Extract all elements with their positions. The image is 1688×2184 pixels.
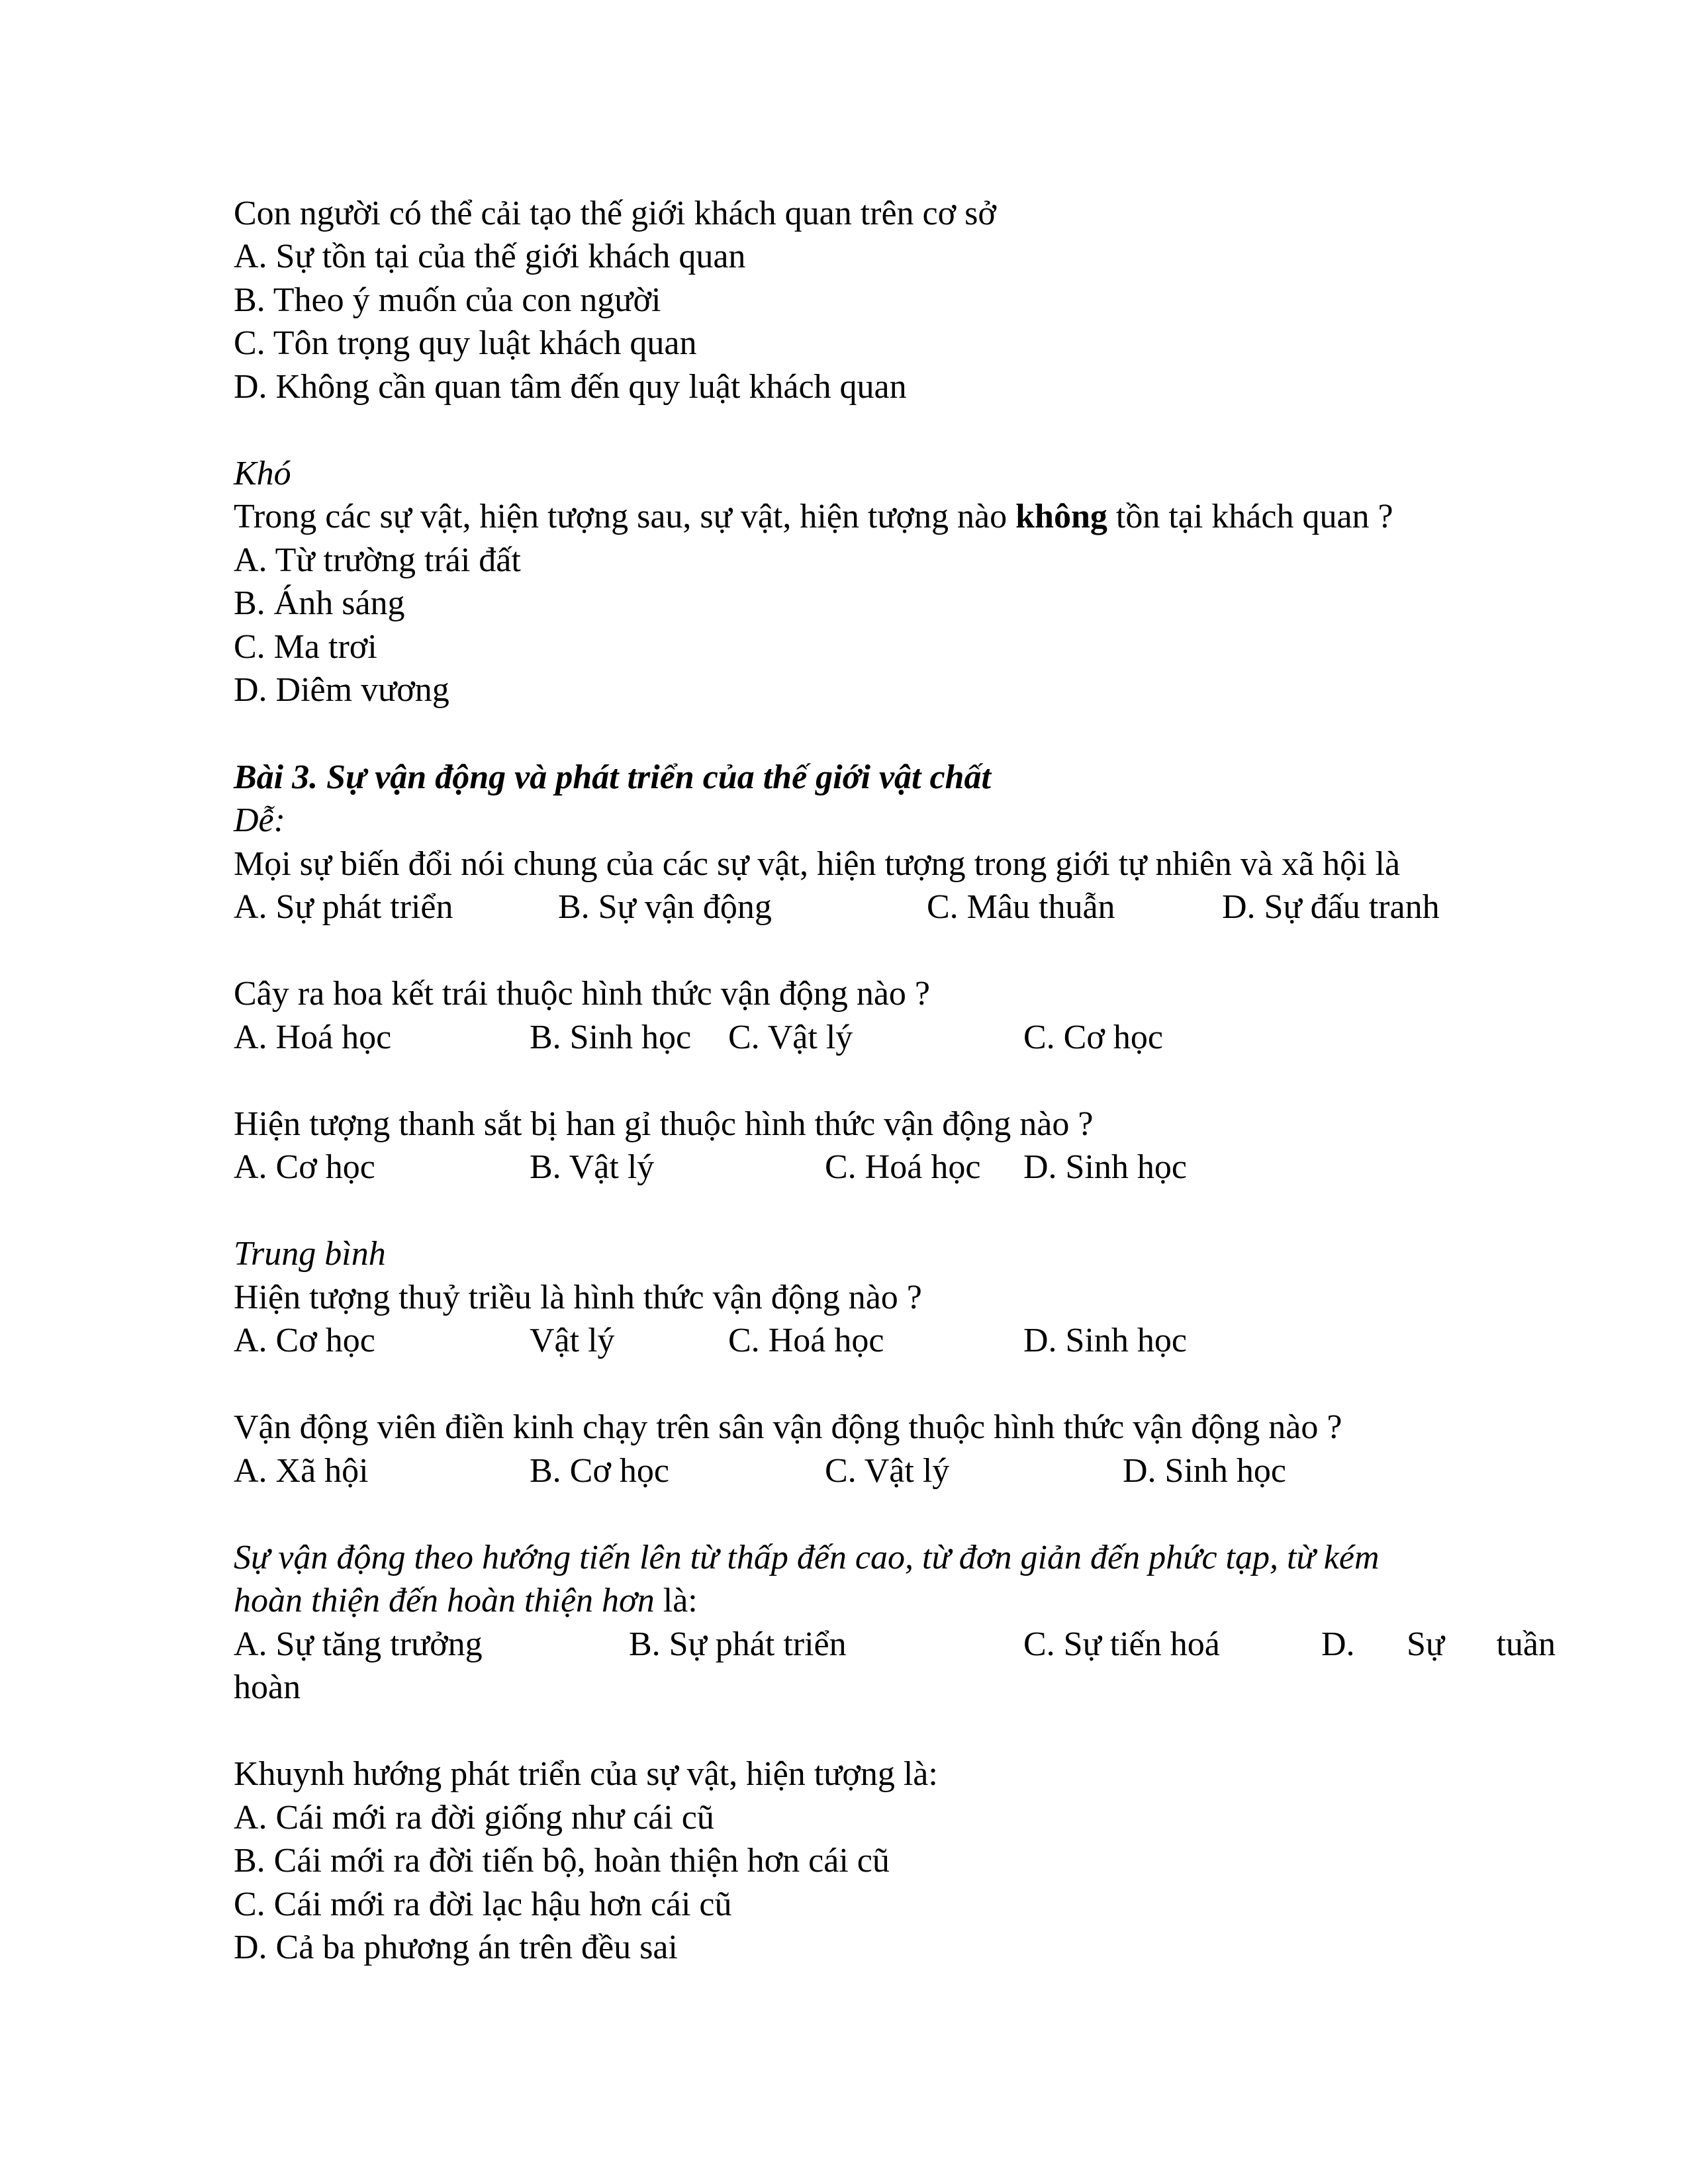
q9-question: Khuynh hướng phát triển của sự vật, hiện tượng là: <box>234 1755 938 1793</box>
q7-option-d: D. Sinh học <box>1123 1452 1286 1490</box>
q4-option-a: A. Hoá học <box>234 1019 392 1056</box>
q7-question: Vận động viên điền kinh chạy trên sân vận động thuộc hình thức vận động nào ? <box>234 1408 1342 1446</box>
q6-option-b: Vật lý <box>530 1322 615 1359</box>
q3-option-c: C. Mâu thuẫn <box>927 888 1115 926</box>
q1-option-d: D. Không cần quan tâm đến quy luật khách quan <box>234 368 907 406</box>
q9-option-d: D. Cả ba phương án trên đều sai <box>234 1929 678 1966</box>
q7-option-a: A. Xã hội <box>234 1452 369 1490</box>
q1-question: Con người có thể cải tạo thế giới khách quan trên cơ sở <box>234 195 996 232</box>
q8-question-line2: hoàn thiện đến hoàn thiện hơn là: <box>234 1582 698 1619</box>
q7-option-b: B. Cơ học <box>530 1452 669 1490</box>
lesson-title: Bài 3. Sự vận động và phát triển của thế giới vật chất <box>234 758 991 796</box>
q8-option-c: C. Sự tiến hoá <box>1023 1625 1220 1663</box>
q2-question: Trong các sự vật, hiện tượng sau, sự vật, hiện tượng nào không tồn tại khách quan ? <box>234 498 1393 535</box>
q4-option-c: C. Vật lý <box>728 1019 853 1056</box>
q2-option-c: C. Ma trơi <box>234 628 377 666</box>
level-hard-label: Khó <box>234 455 291 492</box>
q2-option-a: A. Từ trường trái đất <box>234 541 521 579</box>
q4-question: Cây ra hoa kết trái thuộc hình thức vận động nào ? <box>234 975 930 1013</box>
q5-options <box>234 1146 1556 1189</box>
q4-option-b: B. Sinh học <box>530 1019 692 1056</box>
q5-option-a: A. Cơ học <box>234 1148 375 1186</box>
level-easy-label: Dễ: <box>234 801 285 839</box>
q7-option-c: C. Vật lý <box>825 1452 950 1490</box>
q4-option-d: C. Cơ học <box>1023 1019 1163 1056</box>
q8-option-b: B. Sự phát triển <box>629 1625 847 1663</box>
level-medium-label: Trung bình <box>234 1235 386 1273</box>
q5-question: Hiện tượng thanh sắt bị han gỉ thuộc hình thức vận động nào ? <box>234 1105 1094 1143</box>
q1-option-c: C. Tôn trọng quy luật khách quan <box>234 324 697 362</box>
q8-option-d: D. Sự tuần <box>1321 1625 1556 1663</box>
q5-option-c: C. Hoá học <box>825 1148 981 1186</box>
q6-option-d: D. Sinh học <box>1023 1322 1187 1359</box>
q6-options <box>234 1319 1556 1363</box>
q1-option-a: A. Sự tồn tại của thế giới khách quan <box>234 238 746 275</box>
q9-option-a: A. Cái mới ra đời giống như cái cũ <box>234 1799 714 1837</box>
q6-option-c: C. Hoá học <box>728 1322 884 1359</box>
q8-options <box>234 1623 1556 1666</box>
q3-options <box>234 886 1556 929</box>
q3-option-b: B. Sự vận động <box>558 888 772 926</box>
q2-question-emphasis: không <box>1015 498 1107 535</box>
q2-option-b: B. Ánh sáng <box>234 584 405 622</box>
q8-question-line1: Sự vận động theo hướng tiến lên từ thấp đến cao, từ đơn giản đến phức tạp, từ kém <box>234 1539 1380 1576</box>
q5-option-d: D. Sinh học <box>1023 1148 1187 1186</box>
q3-option-d: D. Sự đấu tranh <box>1222 888 1440 926</box>
q1-option-b: B. Theo ý muốn của con người <box>234 281 661 319</box>
q2-option-d: D. Diêm vương <box>234 671 449 709</box>
q6-question: Hiện tượng thuỷ triều là hình thức vận động nào ? <box>234 1279 922 1316</box>
q4-options <box>234 1016 1556 1060</box>
q8-option-d-continued: hoàn <box>234 1668 301 1706</box>
q9-option-b: B. Cái mới ra đời tiến bộ, hoàn thiện hơn cái cũ <box>234 1842 890 1880</box>
q6-option-a: A. Cơ học <box>234 1322 375 1359</box>
q7-options <box>234 1449 1556 1493</box>
q3-question: Mọi sự biến đổi nói chung của các sự vật, hiện tượng trong giới tự nhiên và xã hội là <box>234 845 1401 883</box>
q5-option-b: B. Vật lý <box>530 1148 655 1186</box>
q8-option-a: A. Sự tăng trưởng <box>234 1625 483 1663</box>
q3-option-a: A. Sự phát triển <box>234 888 453 926</box>
q9-option-c: C. Cái mới ra đời lạc hậu hơn cái cũ <box>234 1886 732 1923</box>
